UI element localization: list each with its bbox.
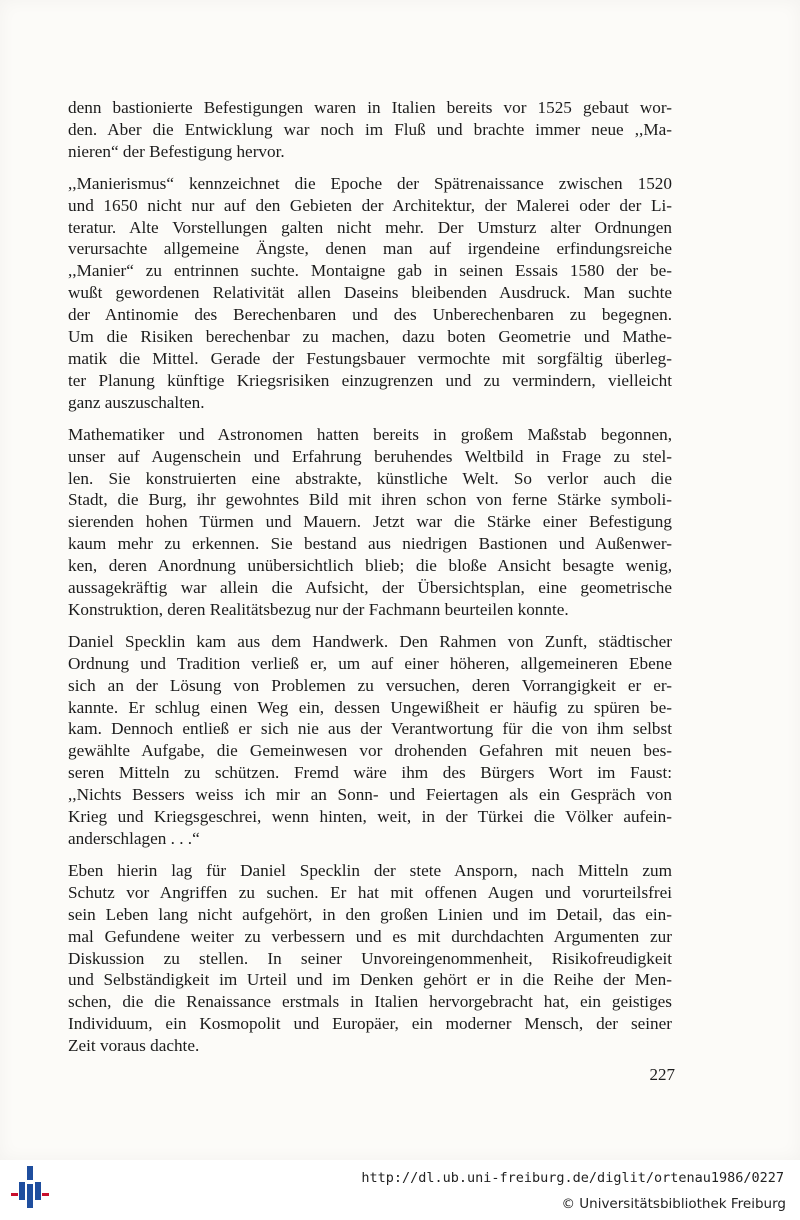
text-line: teratur. Alte Vorstellungen galten nicht mehr. Der Umsturz alter Ordnungen: [68, 217, 672, 237]
body-text: [68, 97, 672, 1067]
text-line: kannte. Er schlug einen Weg ein, dessen Ungewißheit er häufig zu spüren be-: [68, 697, 672, 717]
page-number: 227: [649, 1065, 675, 1084]
text-line: sich an der Lösung von Problemen zu versuchen, deren Vorrangigkeit er er-: [68, 675, 672, 695]
text-line: Zeit voraus dachte.: [68, 1036, 200, 1056]
text-line: unser auf Augenschein und Erfahrung beruhendes Weltbild in Frage zu stel-: [68, 446, 672, 466]
text-line: aussagekräftig war allein die Aufsicht, der Übersichtsplan, eine geometrische: [68, 578, 672, 598]
text-line: ,,Manierismus“ kennzeichnet die Epoche der Spätrenaissance zwischen 1520: [68, 173, 672, 193]
text-line: und Selbständigkeit im Urteil und im Denken gehört er in die Reihe der Men-: [68, 970, 672, 990]
text-line: anderschlagen . . .“: [68, 829, 200, 848]
text-line: der Antinomie des Berechenbaren und des Unberechenbaren zu begegnen.: [68, 305, 672, 325]
text-line: Ordnung und Tradition verließ er, um auf einer höheren, allgemeineren Ebene: [68, 653, 672, 673]
source-url-link[interactable]: http://dl.ub.uni-freiburg.de/diglit/ortenau1986/0227: [361, 1170, 784, 1186]
text-line: gewählte Aufgabe, die Gemeinwesen vor drohenden Gefahren mit neuen bes-: [68, 741, 672, 761]
paragraph: [68, 97, 672, 163]
text-line: schen, die die Renaissance erstmals in Italien hervorgebracht hat, ein geistiges: [68, 992, 672, 1012]
paragraph: [68, 173, 672, 414]
text-line: ter Planung künftige Kriegsrisiken einzugrenzen und zu vermindern, vielleicht: [68, 370, 672, 390]
text-line: Um die Risiken berechenbar zu machen, dazu boten Geometrie und Mathe-: [68, 327, 672, 347]
text-line: sein Leben lang nicht aufgehört, in den großen Linien und im Detail, das ein-: [68, 904, 672, 924]
text-line: matik die Mittel. Gerade der Festungsbauer vermochte mit sorgfältig überleg-: [68, 348, 672, 368]
text-line: Daniel Specklin kam aus dem Handwerk. Den Rahmen von Zunft, städtischer: [68, 631, 672, 651]
copyright-notice: © Universitätsbibliothek Freiburg: [561, 1196, 786, 1212]
text-line: Individuum, ein Kosmopolit und Europäer, ein moderner Mensch, der seiner: [68, 1014, 672, 1034]
text-line: Diskussion zu stellen. In seiner Unvoreingenommenheit, Risikofreudigkeit: [68, 948, 672, 968]
text-line: len. Sie konstruierten eine abstrakte, künstliche Welt. So verlor auch die: [68, 468, 672, 488]
text-line: sierenden hohen Türmen und Mauern. Jetzt war die Stärke einer Befestigung: [68, 512, 672, 532]
ub-freiburg-logo-icon: [10, 1166, 50, 1212]
text-line: Schutz vor Angriffen zu suchen. Er hat mit offenen Augen und vorurteilsfrei: [68, 882, 672, 902]
paragraph: [68, 631, 672, 850]
text-line: Konstruktion, deren Realitätsbezug nur der Fachmann beurteilen konnte.: [68, 599, 569, 619]
text-line: ken, deren Anordnung unübersichtlich blieb; die bloße Ansicht besagte wenig,: [68, 556, 672, 576]
text-line: Krieg und Kriegsgeschrei, wenn hinten, weit, in der Türkei die Völker aufein-: [68, 807, 672, 827]
text-line: Mathematiker und Astronomen hatten bereits in großem Maßstab begonnen,: [68, 424, 672, 444]
text-line: ,,Manier“ zu entrinnen suchte. Montaigne gab in seinen Essais 1580 der be-: [68, 261, 672, 281]
paragraph: [68, 860, 672, 1057]
text-line: Eben hierin lag für Daniel Specklin der stete Ansporn, nach Mitteln zum: [68, 860, 672, 880]
text-line: und 1650 nicht nur auf den Gebieten der Architektur, der Malerei oder der Li-: [68, 195, 672, 215]
text-line: ,,Nichts Bessers weiss ich mir an Sonn- und Feiertagen als ein Gespräch von: [68, 785, 672, 805]
text-line: ganz auszuschalten.: [68, 392, 205, 412]
text-line: verursachte allgemeine Ängste, denen man auf irgendeine erfindungsreiche: [68, 239, 672, 259]
text-line: kaum mehr zu erkennen. Sie bestand aus niedrigen Bastionen und Außenwer-: [68, 534, 672, 554]
viewer-footer: [0, 1160, 800, 1220]
text-line: wußt gewordenen Relativität allen Daseins bleibenden Ausdruck. Man suchte: [68, 283, 672, 303]
text-line: kam. Dennoch entließ er sich nie aus der Verantwortung für die von ihm selbst: [68, 719, 672, 739]
paragraph: [68, 424, 672, 621]
text-line: denn bastionierte Befestigungen waren in Italien bereits vor 1525 gebaut wor-: [68, 98, 672, 117]
text-line: seren Mitteln zu schützen. Fremd wäre ihm des Bürgers Wort im Faust:: [68, 763, 672, 783]
text-line: mal Gefundene weiter zu verbessern und es mit durchdachten Argumenten zur: [68, 926, 672, 946]
text-line: den. Aber die Entwicklung war noch im Fluß und brachte immer neue ,,Ma-: [68, 119, 672, 139]
text-line: nieren“ der Befestigung hervor.: [68, 141, 285, 161]
text-line: Stadt, die Burg, ihr gewohntes Bild mit ihren schon von ferne Stärke symboli-: [68, 490, 672, 510]
